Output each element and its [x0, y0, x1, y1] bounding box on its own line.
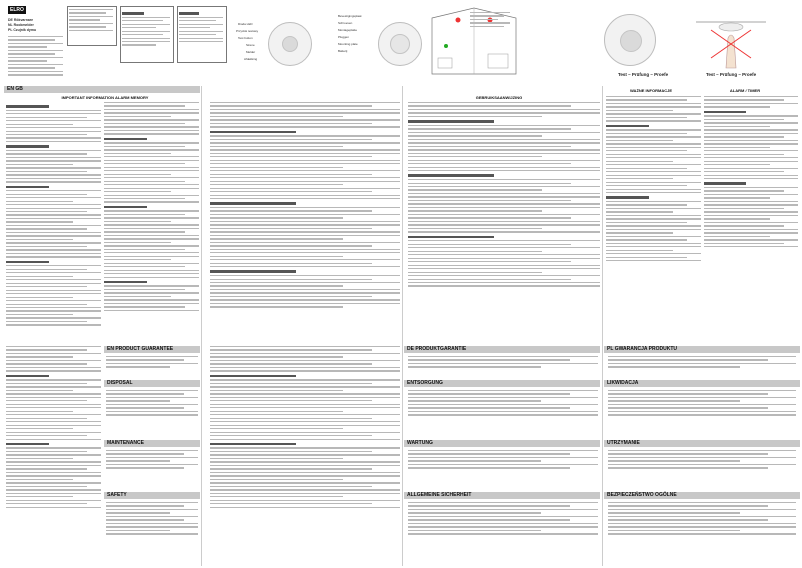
pl-instructions-text-a — [606, 96, 701, 342]
declaration-text — [122, 9, 170, 59]
pl-bezpieczenstwo-title: BEZPIECZEŃSTWO OGÓLNE — [607, 492, 677, 498]
product-line-3: PL Czujnik dymu — [8, 28, 37, 32]
de-guarantee-bar — [404, 346, 600, 353]
smoke-detector-back-diagram — [378, 22, 422, 66]
en-maintenance-bar — [104, 440, 200, 447]
en-maintenance-text — [106, 450, 198, 490]
callout-right-3: Montageplatte — [338, 28, 358, 32]
de-guarantee-text — [408, 356, 598, 378]
column-divider-3 — [602, 86, 603, 566]
col1-title: IMPORTANT INFORMATION ALARM MEMORY — [61, 95, 149, 100]
de-sicherheit-title: ALLGEMEINE SICHERHEIT — [407, 492, 472, 498]
callout-right-1: Bevestigingsplaat — [338, 14, 362, 18]
callout-right-4: Pluggen — [338, 35, 350, 39]
product-line-2: NL Rookmelder — [8, 23, 34, 27]
callout-left-6: Afdekking — [244, 57, 258, 61]
nl-lower-text — [210, 346, 400, 564]
pl-bezpieczenstwo-text — [608, 502, 796, 564]
en-safety-text — [106, 502, 198, 564]
pl-guarantee-bar — [604, 346, 800, 353]
column-divider-2 — [402, 86, 403, 566]
en-lower-left-text — [6, 346, 101, 564]
brand-text: ELRO — [10, 7, 24, 13]
pl-likwidacja-bar — [604, 380, 800, 387]
en-guarantee-text — [106, 356, 198, 378]
callout-left-2: Przycisk testowy — [236, 29, 259, 33]
room-diagram-legend — [470, 12, 510, 42]
en-label: EN GB — [7, 86, 23, 92]
de-instructions-text — [408, 102, 600, 342]
callout-left-1: Dioda LED — [238, 22, 253, 26]
de-wartung-bar — [404, 440, 600, 447]
en-disposal-bar — [104, 380, 200, 387]
callout-right-2: Schroeven — [338, 21, 353, 25]
column-divider-1 — [201, 86, 202, 566]
pl-utrzymanie-text — [608, 450, 796, 490]
pl-instructions-text-b — [704, 96, 798, 342]
test-caption-1: Test – Prüfung – Proefe — [618, 72, 669, 77]
en-disposal-text — [106, 390, 198, 438]
de-sicherheit-bar — [404, 492, 600, 499]
pl-utrzymanie-title: UTRZYMANIE — [607, 440, 640, 446]
col3-title: WAŻNE INFORMACJE — [630, 88, 672, 93]
nl-instructions-text — [210, 102, 400, 342]
de-entsorgung-text — [408, 390, 598, 438]
en-guarantee-title: EN PRODUCT GUARANTEE — [107, 346, 174, 352]
en-maintenance-title: MAINTENANCE — [107, 440, 144, 446]
en-instructions-text-a — [6, 102, 101, 342]
en-safety-bar — [104, 492, 200, 499]
pl-guarantee-text — [608, 356, 796, 378]
callout-left-3: Test button — [238, 36, 253, 40]
en-instructions-text-b — [104, 102, 199, 342]
en-safety-title: SAFETY — [107, 492, 127, 498]
callout-left-4: Sirene — [246, 43, 255, 47]
test-diagram-detector — [604, 14, 656, 66]
product-line-1: DE Rökvarnare — [8, 18, 34, 22]
en-disposal-title: DISPOSAL — [107, 380, 133, 386]
test-caption-2: Test – Prüfung – Proefe — [706, 72, 757, 77]
col4-title: ALARM / TIMER — [729, 88, 761, 93]
de-wartung-text — [408, 450, 598, 490]
pl-guarantee-title: PL GWARANCJA PRODUKTU — [607, 346, 678, 352]
pl-bezpieczenstwo-bar — [604, 492, 800, 499]
en-header-bar — [4, 86, 200, 93]
de-sicherheit-text — [408, 502, 598, 564]
callout-right-6: Batterij — [338, 49, 348, 53]
pl-likwidacja-title: LIKWIDACJA — [607, 380, 639, 386]
test-diagram-hand — [696, 18, 766, 70]
de-header-bar — [404, 86, 600, 93]
callout-left-5: Melder — [246, 50, 256, 54]
col2-title: GEBRUIKSAANWIJZING — [475, 95, 523, 100]
top-info-block-1 — [8, 36, 63, 86]
de-guarantee-title: DE PRODUKTGARANTIE — [407, 346, 467, 352]
de-entsorgung-bar — [404, 380, 600, 387]
pl-utrzymanie-bar — [604, 440, 800, 447]
brand-logo — [8, 6, 26, 14]
en-guarantee-bar — [104, 346, 200, 353]
cert-text — [69, 9, 113, 43]
smoke-detector-front-diagram — [268, 22, 312, 66]
spec-text — [179, 9, 223, 59]
de-entsorgung-title: ENTSORGUNG — [407, 380, 443, 386]
de-wartung-title: WARTUNG — [407, 440, 433, 446]
pl-likwidacja-text — [608, 390, 796, 438]
callout-right-5: Mounting plate — [338, 42, 358, 46]
nl-header-bar — [202, 86, 398, 93]
